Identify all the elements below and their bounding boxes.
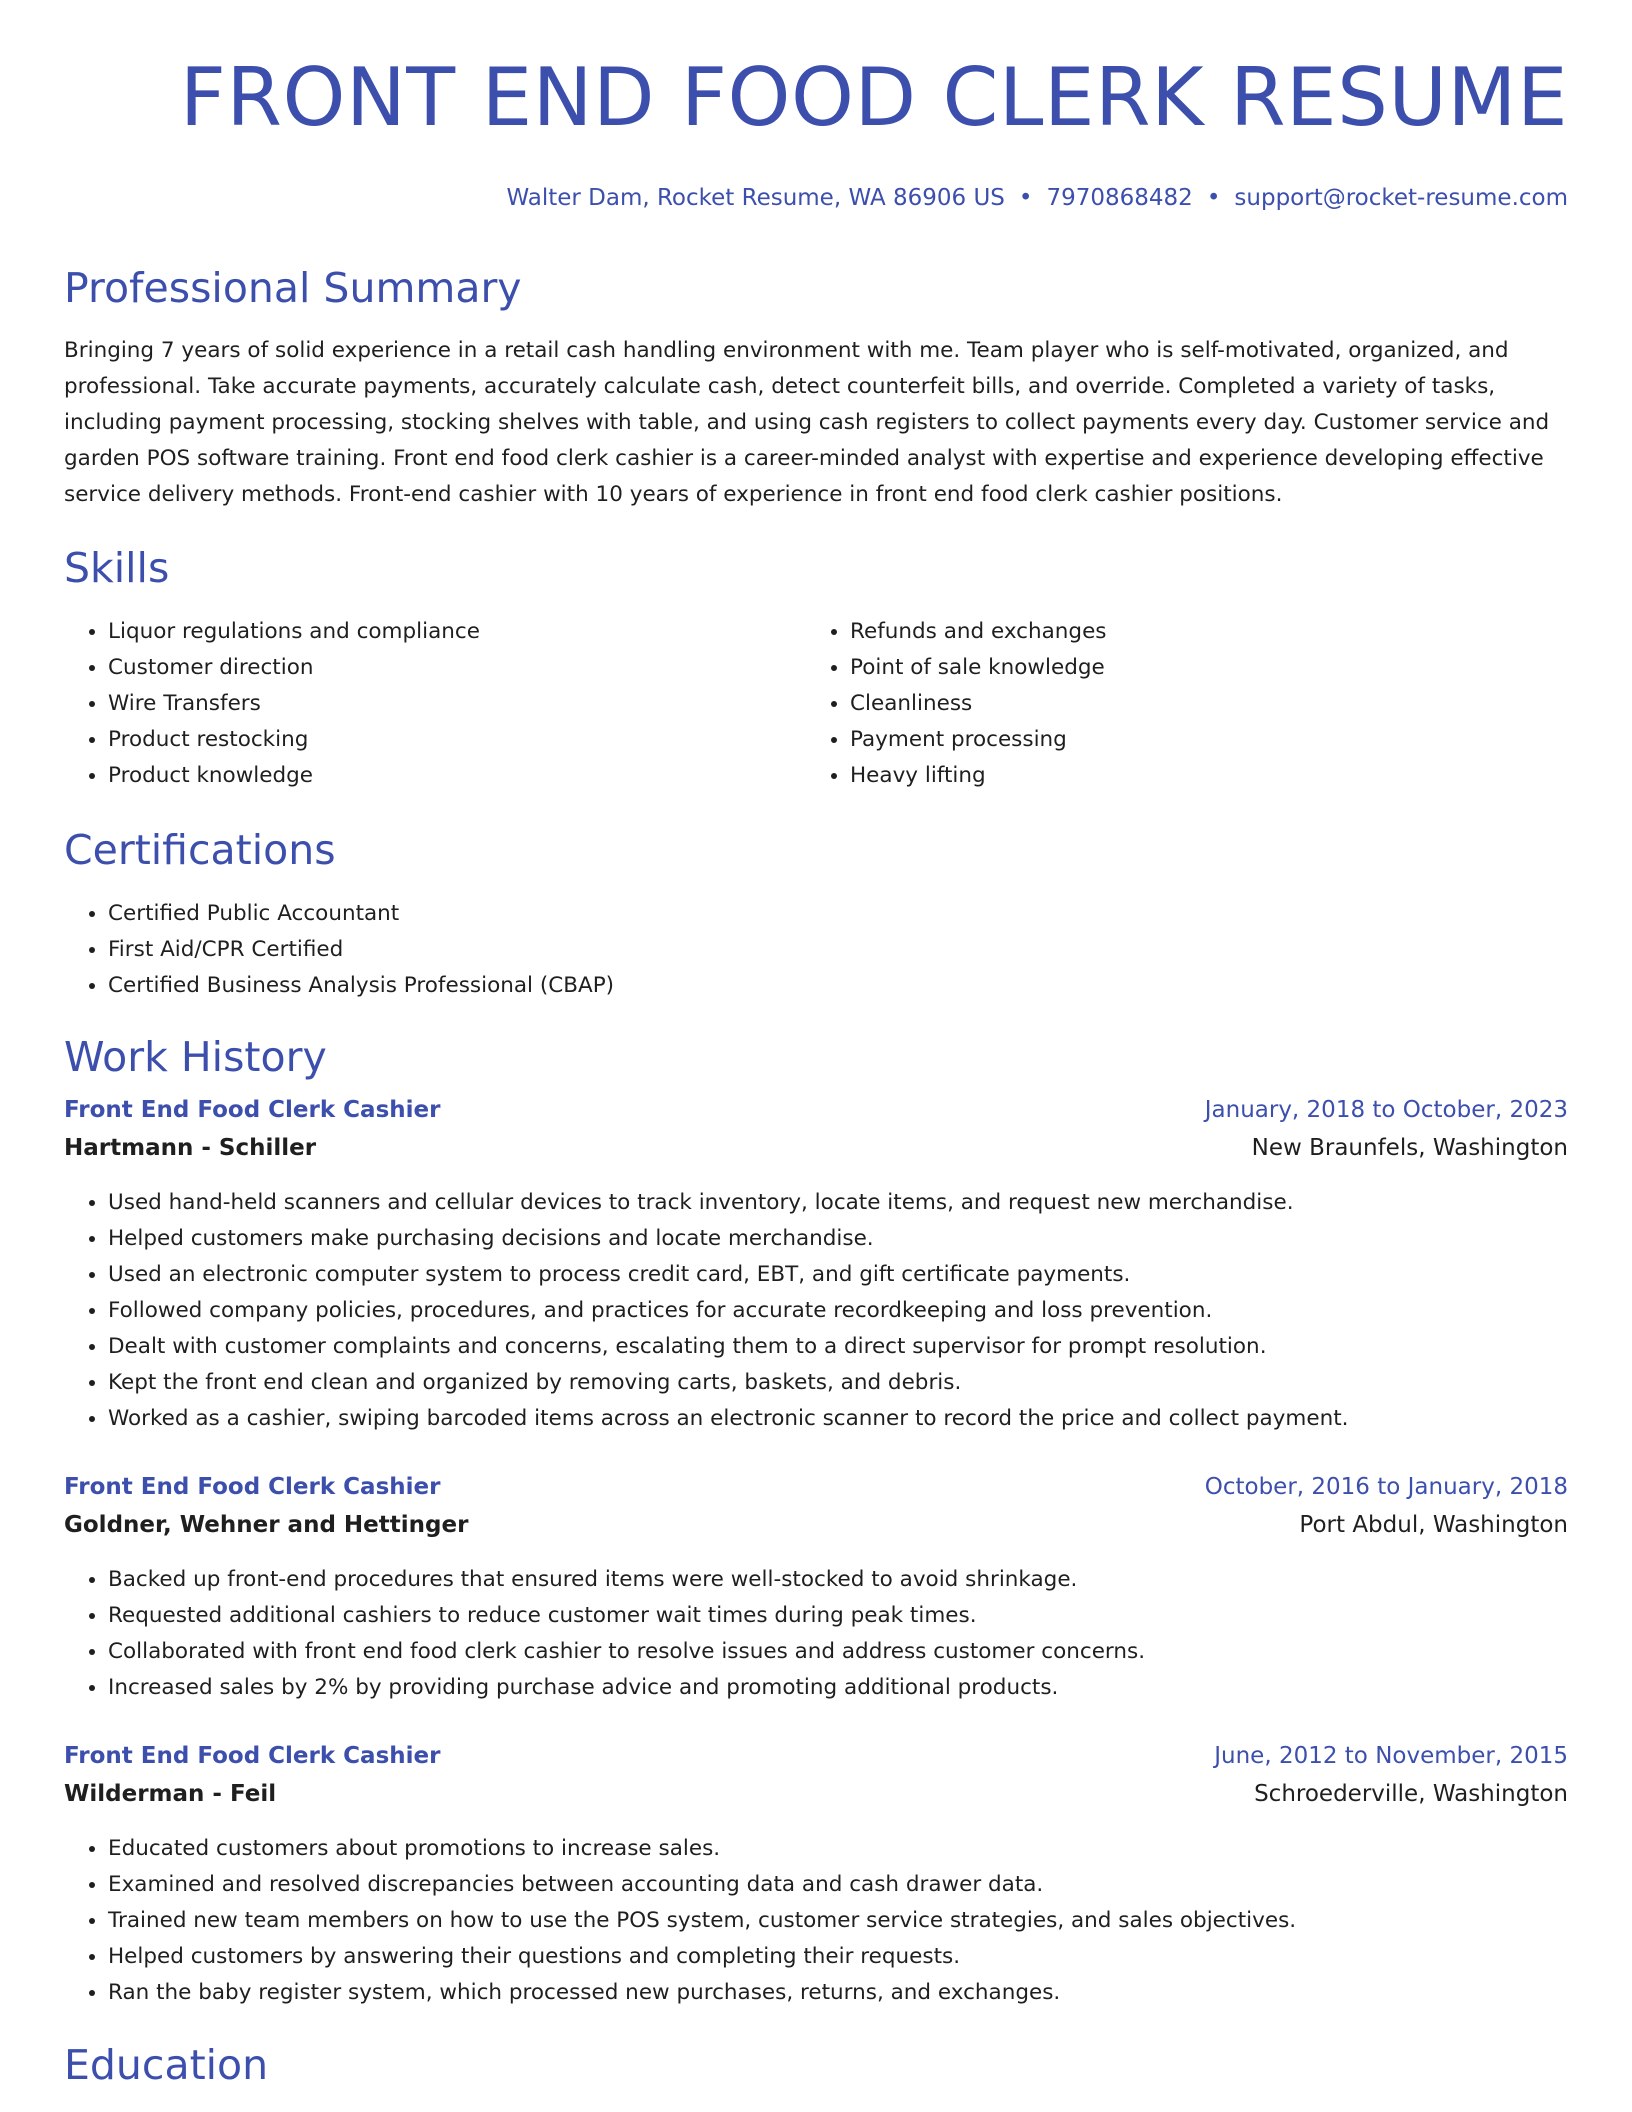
contact-separator: •	[1018, 185, 1033, 211]
job-bullet: • Backed up front-end procedures that ensured items were well-stocked to avoid shrinkage.	[108, 1562, 1568, 1598]
certification-item: • First Aid/CPR Certified	[108, 932, 1568, 968]
summary-text: Bringing 7 years of solid experience in a retail cash handling environment with me. Team player who is self-motivated, organized, and professional. Take accurate payments, accurately calculate cash, detect counterfeit bills, and override. Completed a variety of tasks, including payment processing, stocking shelves with table, and using cash registers to collect payments every day. Customer service and garden POS software training. Front end food clerk cashier is a career-minded analyst with expertise and experience developing effective service delivery methods. Front-end cashier with 10 years of experience in front end food clerk cashier positions.	[64, 338, 1550, 507]
job-company: Wilderman - Feil	[64, 1781, 277, 1807]
job-bullet: • Used hand-held scanners and cellular devices to track inventory, locate items, and request new merchandise.	[108, 1185, 1568, 1221]
job-company: Goldner, Wehner and Hettinger	[64, 1512, 469, 1538]
job-bullets	[64, 1562, 1568, 1706]
job-bullets	[64, 1831, 1568, 2011]
work-history-heading: Work History	[64, 1033, 327, 1081]
skill-item: • Payment processing	[850, 722, 1550, 758]
contact-separator: •	[1206, 185, 1221, 211]
job-bullet: • Educated customers about promotions to increase sales.	[108, 1831, 1568, 1867]
skill-item: • Cleanliness	[850, 686, 1550, 722]
contact-email: support@rocket-resume.com	[1234, 185, 1568, 211]
job-title: Front End Food Clerk Cashier	[64, 1743, 441, 1769]
skills-list-right	[806, 614, 1550, 794]
job-bullet: • Examined and resolved discrepancies between accounting data and cash drawer data.	[108, 1867, 1568, 1903]
job-location: New Braunfels, Washington	[1251, 1135, 1568, 1161]
job-dates: January, 2018 to October, 2023	[1204, 1097, 1568, 1123]
certifications-heading: Certifications	[64, 826, 336, 874]
resume-title: FRONT END FOOD CLERK RESUME	[179, 51, 1568, 144]
certification-item: • Certified Public Accountant	[108, 896, 1568, 932]
job-header	[64, 1470, 1568, 1544]
job-header	[64, 1739, 1568, 1813]
job-location: Port Abdul, Washington	[1299, 1512, 1568, 1538]
skill-item: • Wire Transfers	[108, 686, 808, 722]
job-bullets	[64, 1185, 1568, 1437]
job-bullet: • Worked as a cashier, swiping barcoded items across an electronic scanner to record the price and collect payment.	[108, 1401, 1568, 1437]
education-heading: Education	[64, 2041, 269, 2089]
job-location: Schroederville, Washington	[1254, 1781, 1568, 1807]
contact-line	[506, 184, 1568, 212]
skill-item: • Product restocking	[108, 722, 808, 758]
job-title: Front End Food Clerk Cashier	[64, 1474, 441, 1500]
job-dates: October, 2016 to January, 2018	[1204, 1474, 1568, 1500]
job-bullet: • Kept the front end clean and organized by removing carts, baskets, and debris.	[108, 1365, 1568, 1401]
job-header	[64, 1093, 1568, 1167]
summary-heading: Professional Summary	[64, 264, 522, 312]
job-bullet: • Requested additional cashiers to reduce customer wait times during peak times.	[108, 1598, 1568, 1634]
job-title: Front End Food Clerk Cashier	[64, 1097, 441, 1123]
job-bullet: • Used an electronic computer system to process credit card, EBT, and gift certificate payments.	[108, 1257, 1568, 1293]
certifications-list	[64, 896, 1568, 1004]
skills-list-left	[64, 614, 808, 794]
contact-address: Walter Dam, Rocket Resume, WA 86906 US	[506, 185, 1005, 211]
job-bullet: • Collaborated with front end food clerk cashier to resolve issues and address customer concerns.	[108, 1634, 1568, 1670]
job-bullet: • Followed company policies, procedures, and practices for accurate recordkeeping and loss prevention.	[108, 1293, 1568, 1329]
skill-item: • Refunds and exchanges	[850, 614, 1550, 650]
job-bullet: • Trained new team members on how to use the POS system, customer service strategies, and sales objectives.	[108, 1903, 1568, 1939]
certification-item: • Certified Business Analysis Professional (CBAP)	[108, 968, 1568, 1004]
job-bullet: • Increased sales by 2% by providing purchase advice and promoting additional products.	[108, 1670, 1568, 1706]
job-bullet: • Ran the baby register system, which processed new purchases, returns, and exchanges.	[108, 1975, 1568, 2011]
contact-phone: 7970868482	[1046, 185, 1193, 211]
skill-item: • Heavy lifting	[850, 758, 1550, 794]
job-bullet: • Dealt with customer complaints and concerns, escalating them to a direct supervisor for prompt resolution.	[108, 1329, 1568, 1365]
job-bullet: • Helped customers make purchasing decisions and locate merchandise.	[108, 1221, 1568, 1257]
skill-item: • Point of sale knowledge	[850, 650, 1550, 686]
job-company: Hartmann - Schiller	[64, 1135, 317, 1161]
skills-heading: Skills	[64, 544, 170, 592]
skill-item: • Liquor regulations and compliance	[108, 614, 808, 650]
skill-item: • Product knowledge	[108, 758, 808, 794]
job-bullet: • Helped customers by answering their questions and completing their requests.	[108, 1939, 1568, 1975]
job-dates: June, 2012 to November, 2015	[1214, 1743, 1568, 1769]
skill-item: • Customer direction	[108, 650, 808, 686]
